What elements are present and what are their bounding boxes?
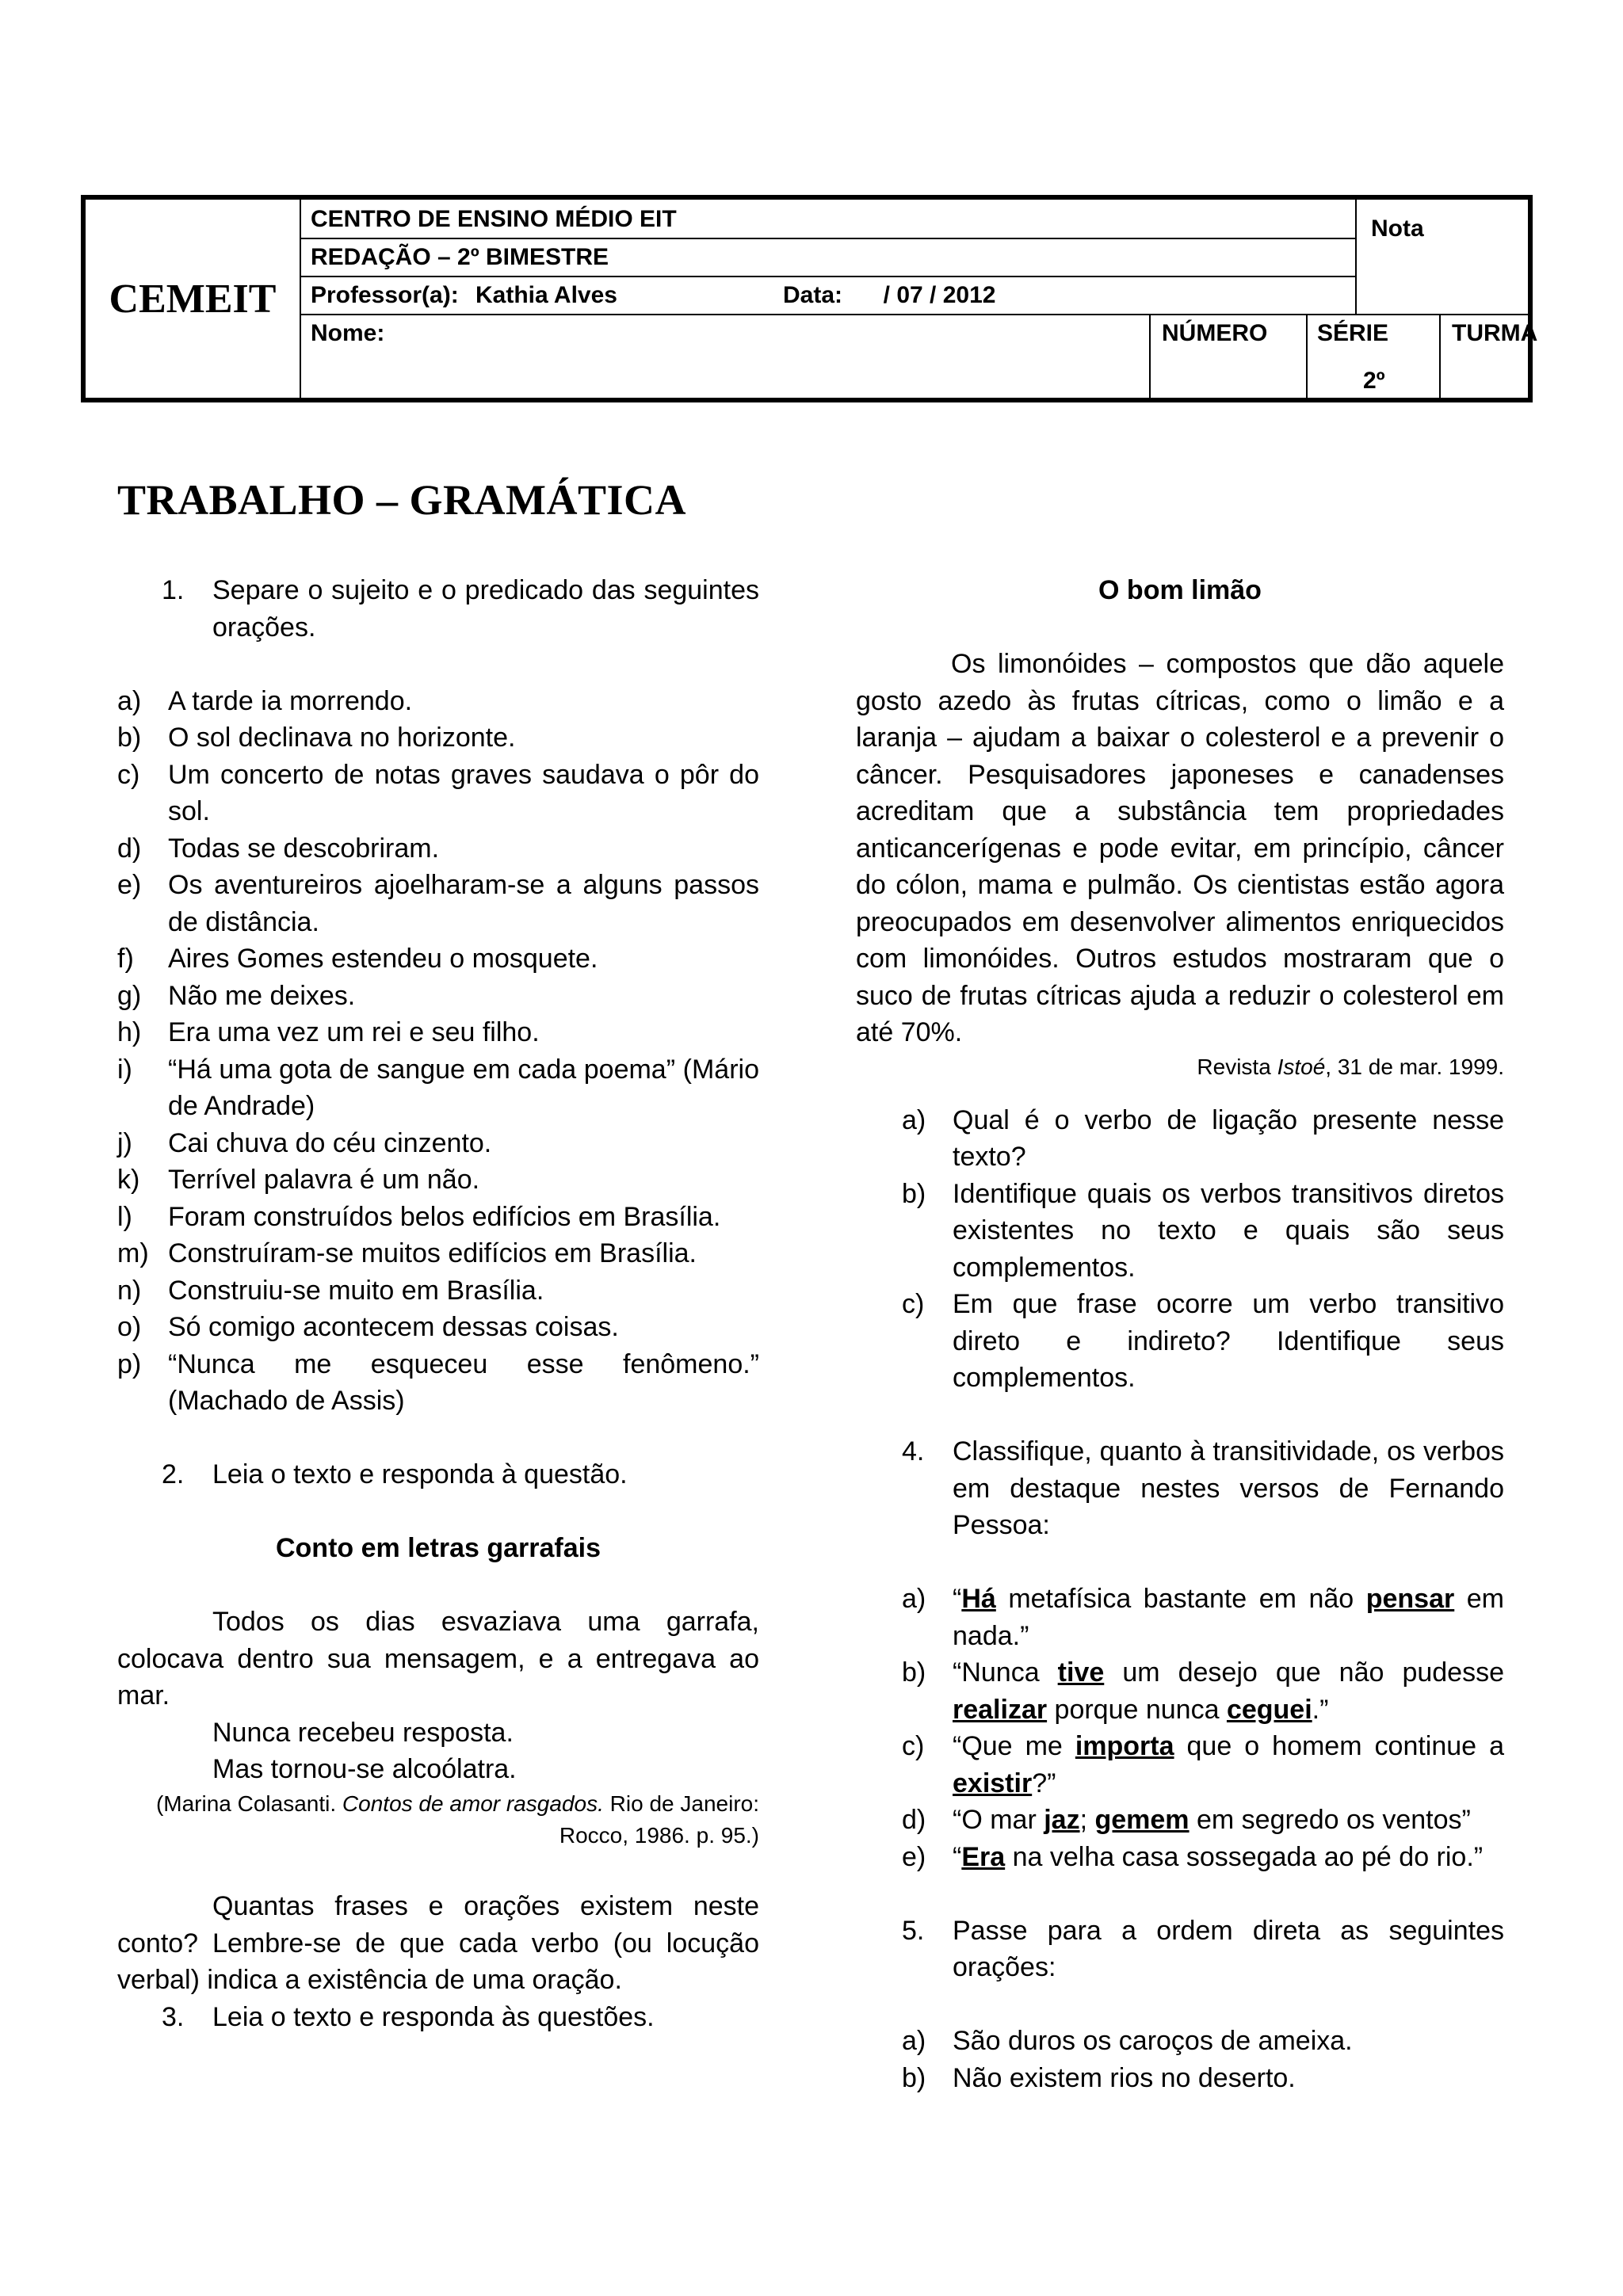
right-column: [856, 572, 1504, 2096]
list-item: d) Todas se descobriram.: [117, 833, 440, 864]
list-item: i) “Há uma gota de sangue em cada poema” (Mário de Andrade): [117, 1054, 759, 1121]
story-paragraph: Todos os dias esvaziava uma garrafa, colocava dentro sua mensagem, e a entregava ao mar.: [117, 1607, 759, 1711]
list-item: j) Cai chuva do céu cinzento.: [117, 1127, 492, 1158]
list-item: l) Foram construídos belos edifícios em Brasília.: [117, 1201, 721, 1232]
numero-label: NÚMERO: [1162, 320, 1268, 346]
question-4-items: [902, 1581, 1504, 1875]
list-item: b) Não existem rios no deserto.: [902, 2062, 1296, 2093]
list-item: h) Era uma vez um rei e seu filho.: [117, 1017, 540, 1047]
school-logo: CEMEIT: [109, 276, 277, 322]
list-item: d) “O mar jaz; gemem em segredo os ventos”: [902, 1805, 1471, 1835]
question-3-items: [902, 1102, 1504, 1397]
question-1-items: [117, 683, 759, 1420]
page-title: TRABALHO – GRAMÁTICA: [117, 476, 687, 524]
list-item: b) Identifique quais os verbos transitivos diretos existentes no texto e quais são seus complementos.: [902, 1178, 1504, 1283]
serie-value: 2º: [1363, 368, 1385, 394]
list-item: m) Construíram-se muitos edifícios em Brasília.: [117, 1238, 697, 1268]
list-item: a) A tarde ia morrendo.: [117, 685, 413, 716]
question-2: 2. Leia o texto e responda à questão.: [162, 1459, 628, 1489]
list-item: k) Terrível palavra é um não.: [117, 1165, 480, 1195]
article-source: Revista Istoé, 31 de mar. 1999.: [1197, 1054, 1504, 1079]
article-text: Os limonóides – compostos que dão aquele gosto azedo às frutas cítricas, como o limão e a laranja – ajudam a baixar o colesterol e a prevenir o câncer. Pesquisadores japoneses e canadenses acreditam que a substância tem propriedades anticancerígenas e pode evitar, em princípio, câncer do cólon, mama e pulmão. Os cientistas estão agora preocupados em desenvolver alimentos enriquecidos com limonóides. Outros estudos mostraram que o suco de frutas cítricas ajuda a reduzir o colesterol em até 70%.: [856, 649, 1504, 1047]
date-label: Data:: [783, 282, 843, 308]
list-item: f) Aires Gomes estendeu o mosquete.: [117, 944, 598, 974]
left-column: [117, 572, 759, 2035]
list-item: g) Não me deixes.: [117, 980, 356, 1011]
story-line: Mas tornou-se alcoólatra.: [212, 1754, 517, 1784]
story-title: Conto em letras garrafais: [275, 1533, 601, 1563]
question-2-prompt: Quantas frases e orações existem neste conto? Lembre-se de que cada verbo (ou locução verbal) indica a existência de uma oração.: [117, 1891, 759, 1995]
question-5: 5. Passe para a ordem direta as seguintes orações:: [902, 1915, 1504, 1982]
list-item: n) Construiu-se muito em Brasília.: [117, 1275, 544, 1306]
list-item: a) Qual é o verbo de ligação presente nesse texto?: [902, 1104, 1504, 1172]
school-name: CENTRO DE ENSINO MÉDIO EIT: [311, 206, 677, 232]
nota-label: Nota: [1371, 215, 1424, 242]
list-item: a) “Há metafísica bastante em não pensar em nada.”: [902, 1584, 1504, 1651]
serie-label: SÉRIE: [1317, 320, 1389, 346]
article-title: O bom limão: [1098, 575, 1262, 605]
list-item: a) São duros os caroços de ameixa.: [902, 2026, 1353, 2056]
question-5-items: [902, 2023, 1504, 2096]
list-item: b) O sol declinava no horizonte.: [117, 723, 516, 753]
list-item: b) “Nunca tive um desejo que não pudesse realizar porque nunca ceguei.”: [902, 1657, 1504, 1725]
header-box: [81, 195, 1538, 402]
subject-line: REDAÇÃO – 2º BIMESTRE: [311, 244, 609, 270]
question-3: 3. Leia o texto e responda às questões.: [162, 2001, 655, 2032]
question-4: 4. Classifique, quanto à transitividade, os verbos em destaque nestes versos de Fernando Pessoa:: [902, 1436, 1504, 1540]
story-source: (Marina Colasanti. Contos de amor rasgados. Rio de Janeiro: Rocco, 1986. p. 95.): [155, 1791, 759, 1848]
list-item: o) Só comigo acontecem dessas coisas.: [117, 1312, 619, 1342]
date-value: / 07 / 2012: [883, 282, 996, 308]
story-line: Nunca recebeu resposta.: [212, 1717, 514, 1748]
turma-label: TURMA: [1452, 320, 1538, 346]
question-1: 1. Separe o sujeito e o predicado das seguintes orações.: [162, 575, 759, 643]
list-item: e) “Era na velha casa sossegada ao pé do rio.”: [902, 1841, 1484, 1872]
teacher-name: Kathia Alves: [475, 282, 617, 308]
list-item: p) “Nunca me esqueceu esse fenômeno.” (Machado de Assis): [117, 1348, 759, 1416]
list-item: e) Os aventureiros ajoelharam-se a alguns passos de distância.: [117, 870, 759, 937]
list-item: c) Um concerto de notas graves saudava o pôr do sol.: [117, 759, 759, 826]
teacher-label: Professor(a):: [311, 282, 459, 308]
list-item: c) “Que me importa que o homem continue a existir?”: [902, 1731, 1504, 1798]
name-label: Nome:: [311, 320, 385, 346]
list-item: c) Em que frase ocorre um verbo transitivo direto e indireto? Identifique seus complementos.: [902, 1289, 1504, 1393]
